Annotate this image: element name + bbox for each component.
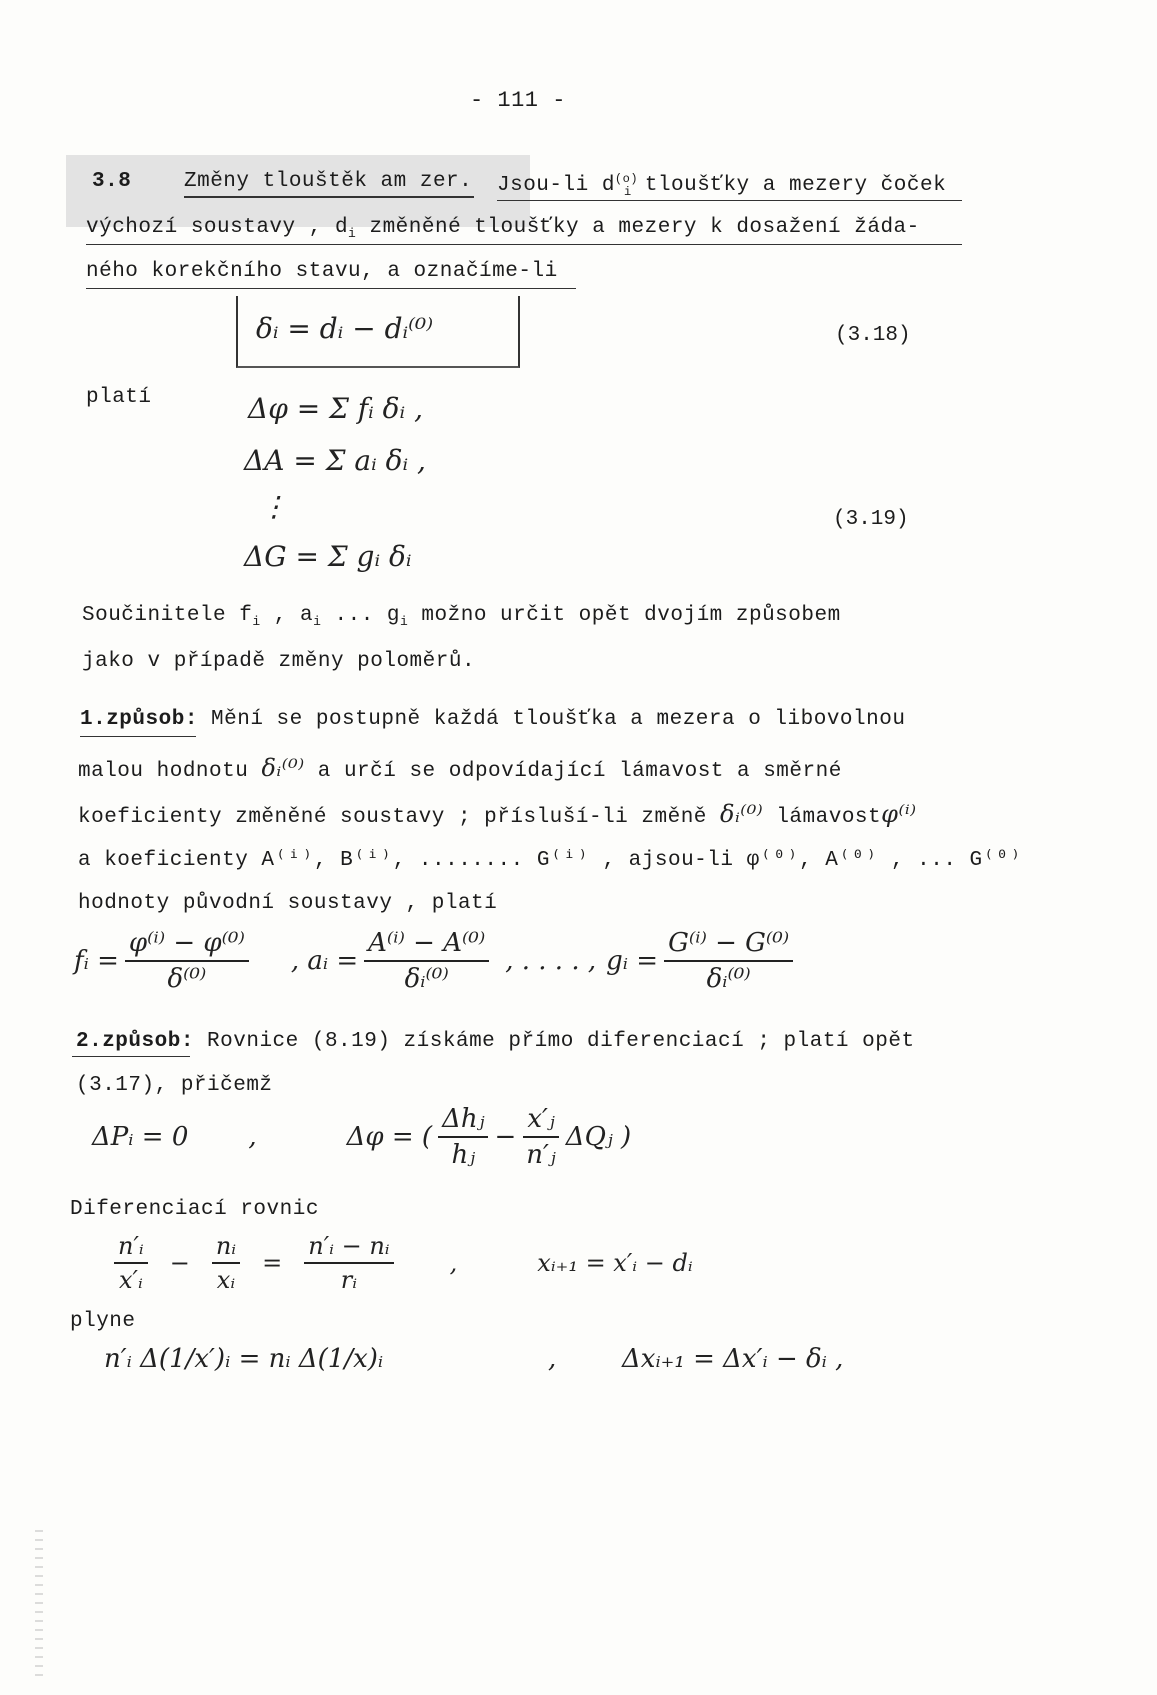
method-1-underline bbox=[80, 736, 196, 737]
coefficients-line-2: jako v případě změny poloměrů. bbox=[82, 650, 476, 673]
coefficients-line-1: Součinitele $f_i$ , $a_i$ ... $g_i$ možno určit opět dvojím způsobem bbox=[82, 604, 841, 630]
line-2: výchozí soustavy , $d_i$ změněné tloušťky a mezery k dosažení žáda- bbox=[86, 216, 920, 242]
method-2-line-2: (3.17), přičemž bbox=[76, 1074, 273, 1097]
fraction-n-prime: $\frac{\text{n′ᵢ}}{\text{x′ᵢ}}$ bbox=[114, 1232, 148, 1294]
eq-3-19-vdots: ⋮ bbox=[260, 490, 288, 523]
plyne-formula-a: n′ᵢ Δ(1/x′)ᵢ = nᵢ Δ(1/x)ᵢ bbox=[104, 1344, 384, 1374]
eq-3-19-line-2: ΔA = Σ aᵢ δᵢ , bbox=[244, 444, 426, 477]
fraction-n: $\frac{\text{nᵢ}}{\text{xᵢ}}$ bbox=[212, 1232, 240, 1294]
method-2-underline bbox=[72, 1056, 190, 1057]
equation-3-18: δᵢ = dᵢ − dᵢ⁽⁰⁾ bbox=[256, 312, 434, 345]
plati-label: platí bbox=[86, 386, 152, 409]
method-1-line-1: 1.způsob: Mění se postupně každá tloušťka a mezera o libovolnou bbox=[80, 708, 906, 731]
scan-edge-marks bbox=[35, 1530, 43, 1680]
eq-3-19-line-1: Δφ = Σ fᵢ δᵢ , bbox=[248, 392, 423, 425]
intro-line: Jsou-li $d^{(o)}_i$ tloušťky a mezery čoček bbox=[497, 172, 947, 200]
section-title: Změny tlouštěk am zer. bbox=[184, 170, 473, 193]
method-1-line-5: hodnoty původní soustavy , platí bbox=[78, 892, 498, 915]
fraction-n-diff: $\frac{\text{n′ᵢ − nᵢ}}{\text{rᵢ}}$ bbox=[304, 1232, 393, 1294]
fraction-g: $\frac{\text{G⁽ⁱ⁾ − G⁽⁰⁾}}{\text{δᵢ⁽⁰⁾}}$ bbox=[664, 928, 793, 994]
method-1-line-2: malou hodnotu δᵢ⁽⁰⁾ a určí se odpovídající lámavost a směrné bbox=[78, 754, 842, 783]
equation-number-3-19: (3.19) bbox=[833, 508, 909, 531]
title-underline bbox=[184, 196, 474, 198]
section-number: 3.8 bbox=[92, 170, 132, 193]
method-2-line-1: 2.způsob: Rovnice (8.19) získáme přímo diferenciací ; platí opět bbox=[76, 1030, 915, 1053]
method-1-line-4: a koeficienty A⁽ⁱ⁾, B⁽ⁱ⁾, ........ G⁽ⁱ⁾ , ajsou-li φ⁽⁰⁾, A⁽⁰⁾ , ... G⁽⁰⁾ bbox=[78, 849, 1023, 872]
line-3-underline bbox=[86, 288, 576, 289]
method-1-line-3: koeficienty změněné soustavy ; přísluší-li změně δᵢ⁽⁰⁾ lámavostφ⁽ⁱ⁾ bbox=[78, 800, 917, 829]
fraction-xn: $\frac{\text{x′ⱼ}}{\text{n′ⱼ}}$ bbox=[522, 1104, 560, 1170]
plyne-separator: , bbox=[548, 1344, 557, 1374]
intro-underline bbox=[497, 200, 962, 201]
differentiation-formula: $\frac{\text{n′ᵢ}}{\text{x′ᵢ}}$ − $\frac{\text{nᵢ}}{\text{xᵢ}}$ = $\frac{\text{n′ᵢ − nᵢ}}{\text{rᵢ}}$ , xᵢ₊₁ = x′ᵢ − dᵢ bbox=[108, 1232, 693, 1294]
differentiation-label: Diferenciací rovnic bbox=[70, 1198, 319, 1221]
plyne-formula-b: Δxᵢ₊₁ = Δx′ᵢ − δᵢ , bbox=[622, 1344, 844, 1374]
fraction-f: $\frac{\text{φ⁽ⁱ⁾ − φ⁽⁰⁾}}{\text{δ⁽⁰⁾}}$ bbox=[125, 928, 249, 994]
plyne-label: plyne bbox=[70, 1310, 136, 1333]
method-2-formula: ΔPᵢ = 0 , Δφ = ( $\frac{\text{Δhⱼ}}{\text{hⱼ}}$ − $\frac{\text{x′ⱼ}}{\text{n′ⱼ}}$ ΔQⱼ ) bbox=[92, 1104, 632, 1170]
line-2-underline bbox=[86, 244, 962, 245]
line-3: ného korekčního stavu, a označíme-li bbox=[86, 260, 558, 283]
fraction-a: $\frac{\text{A⁽ⁱ⁾ − A⁽⁰⁾}}{\text{δᵢ⁽⁰⁾}}$ bbox=[364, 928, 489, 994]
fraction-dh: $\frac{\text{Δhⱼ}}{\text{hⱼ}}$ bbox=[438, 1104, 488, 1170]
page-number: - 111 - bbox=[470, 88, 566, 113]
eq-3-19-line-4: ΔG = Σ gᵢ δᵢ bbox=[244, 540, 412, 573]
method-1-formula: fᵢ = $\frac{\text{φ⁽ⁱ⁾ − φ⁽⁰⁾}}{\text{δ⁽⁰⁾}}$ , aᵢ = $\frac{\text{A⁽ⁱ⁾ − A⁽⁰⁾}}{\text{δᵢ⁽⁰⁾}}$ , . . . . , gᵢ = $\frac{\text{G⁽ⁱ⁾ − G⁽⁰⁾}}{\text{δᵢ⁽⁰⁾}}$ bbox=[74, 928, 799, 994]
equation-number-3-18: (3.18) bbox=[835, 324, 911, 347]
